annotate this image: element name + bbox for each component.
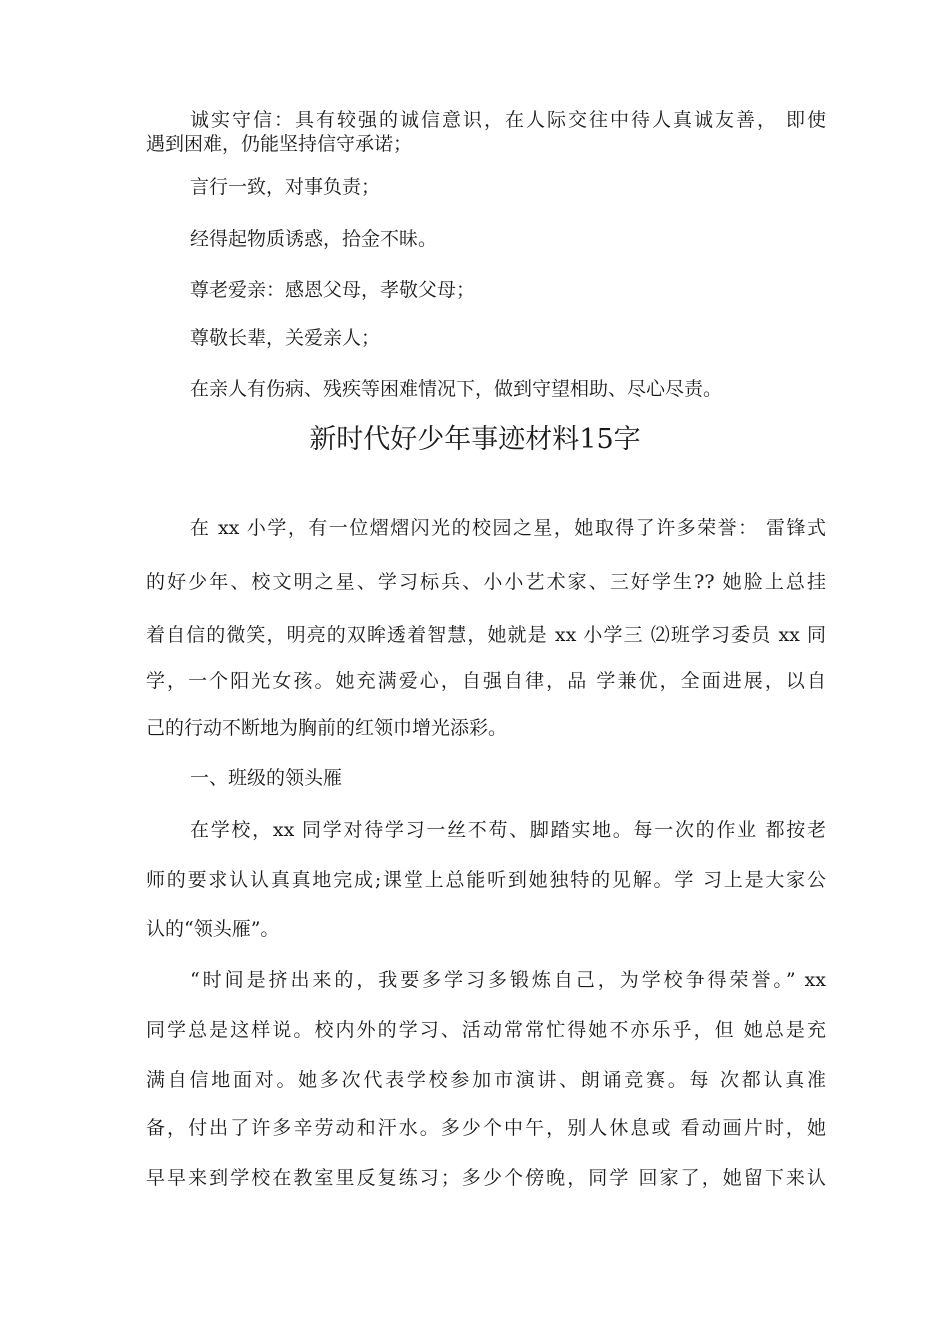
p1-line-5: 己的行动不断地为胸前的红领巾增光添彩。 — [146, 717, 508, 739]
consistency-line: 言行一致，对事负责； — [190, 176, 381, 198]
honesty-line-1: 诚实守信：具有较强的诚信意识，在人际交往中待人真诚友善， 即使 — [190, 109, 826, 131]
p1-line-3: 着自信的微笑，明亮的双眸透着智慧，她就是 xx 小学三 ⑵班学习委员 xx 同 — [146, 624, 826, 646]
document-title: 新时代好少年事迹材料15字 — [309, 424, 641, 455]
respect-parents-line: 尊老爱亲：感恩父母，孝敬父母； — [190, 279, 476, 301]
section-heading-1: 一、班级的领头雁 — [190, 767, 343, 789]
p3-line-4: 备，付出了许多辛劳动和汗水。多少个中午，别人休息或 看动画片时，她 — [146, 1117, 826, 1139]
p3-line-5: 早早来到学校在教室里反复练习；多少个傍晚，同学 回家了，她留下来认 — [146, 1167, 826, 1189]
p2-line-3: 认的“领头雁”。 — [146, 918, 280, 940]
p2-line-2: 师的要求认认真真地完成;课堂上总能听到她独特的见解。学 习上是大家公 — [146, 869, 826, 891]
p3-line-2: 同学总是这样说。校内外的学习、活动常常忙得她不亦乐乎，但 她总是充 — [146, 1019, 826, 1041]
p3-line-1: “时间是挤出来的，我要多学习多锻炼自己，为学校争得荣誉。” xx — [190, 969, 826, 991]
p1-line-4: 学，一个阳光女孩。她充满爱心，自强自律，品 学兼优，全面进展，以自 — [146, 670, 826, 692]
p3-line-3: 满自信地面对。她多次代表学校参加市演讲、朗诵竞赛。每 次都认真准 — [146, 1069, 826, 1091]
respect-elders-line: 尊敬长辈，关爱亲人； — [190, 327, 381, 349]
p1-line-1: 在 xx 小学，有一位熠熠闪光的校园之星，她取得了许多荣誉： 雷锋式 — [190, 517, 826, 539]
honesty-line-2: 遇到困难，仍能坚持信守承诺； — [146, 133, 413, 155]
temptation-line: 经得起物质诱惑，拾金不昧。 — [190, 228, 438, 250]
p1-line-2: 的好少年、校文明之星、学习标兵、小小艺术家、三好学生?? 她脸上总挂 — [146, 571, 826, 593]
family-care-line: 在亲人有伤病、残疾等困难情况下，做到守望相助、尽心尽责。 — [190, 378, 723, 400]
p2-line-1: 在学校，xx 同学对待学习一丝不苟、脚踏实地。每一次的作业 都按老 — [190, 819, 826, 841]
